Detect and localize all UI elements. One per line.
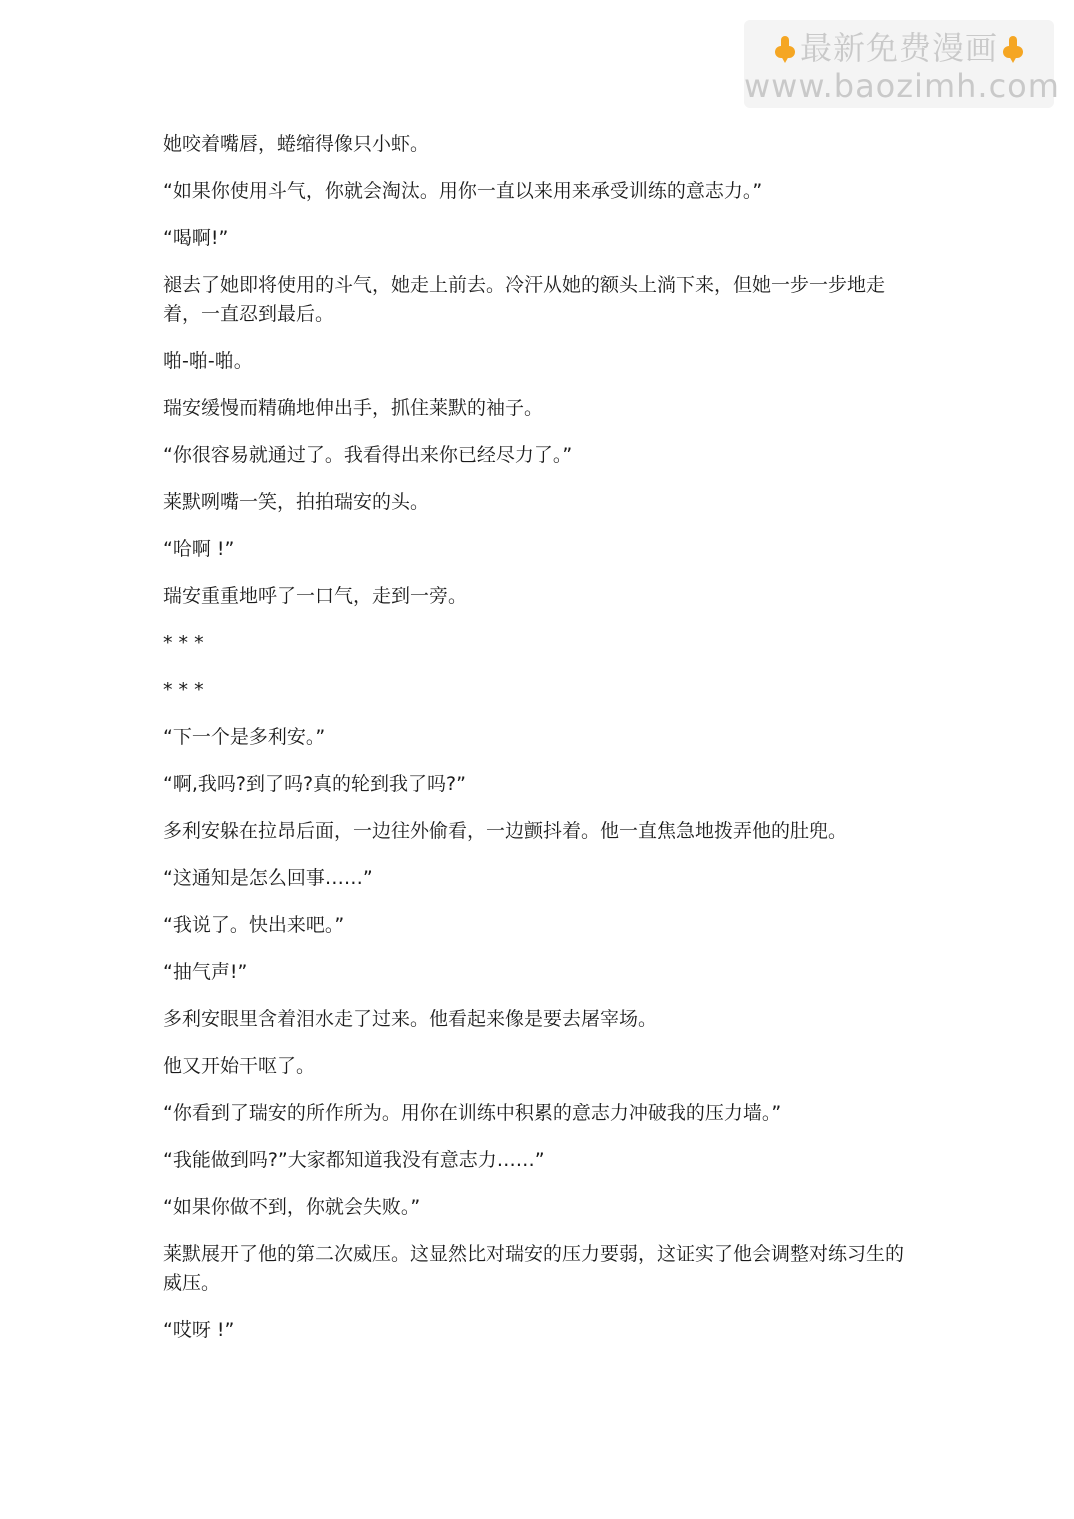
paragraph: 啪-啪-啪。 [163, 350, 253, 372]
paragraph: “如果你使用斗气，你就会淘汰。用你一直以来用来承受训练的意志力。” [163, 180, 763, 202]
paragraph: “这通知是怎么回事……” [163, 867, 373, 889]
pointing-down-hand-icon [998, 34, 1028, 64]
paragraph: 褪去了她即将使用的斗气，她走上前去。冷汗从她的额头上淌下来，但她一步一步地走着，一直忍到最后。 [163, 274, 886, 325]
paragraph: “我说了。快出来吧。” [163, 914, 345, 936]
paragraph: 瑞安重重地呼了一口气，走到一旁。 [163, 585, 468, 607]
watermark-banner [744, 20, 1060, 108]
paragraph: “抽气声!” [163, 961, 248, 983]
paragraph: “哈啊 !” [163, 538, 235, 560]
paragraph: 莱默咧嘴一笑，拍拍瑞安的头。 [163, 491, 430, 513]
paragraph: “下一个是多利安。” [163, 726, 326, 748]
story-text [163, 130, 915, 1363]
paragraph: 莱默展开了他的第二次威压。这显然比对瑞安的压力要弱，这证实了他会调整对练习生的威压。 [163, 1243, 905, 1294]
scene-break: * * * [163, 679, 204, 701]
paragraph: 瑞安缓慢而精确地伸出手，抓住莱默的袖子。 [163, 397, 544, 419]
watermark-url: www.baozimh.com [744, 67, 1060, 105]
paragraph: “我能做到吗?”大家都知道我没有意志力……” [163, 1149, 545, 1171]
paragraph: “啊,我吗?到了吗?真的轮到我了吗?” [163, 773, 466, 795]
paragraph: “你很容易就通过了。我看得出来你已经尽力了。” [163, 444, 573, 466]
paragraph: “哎呀 !” [163, 1319, 235, 1341]
watermark-title-row [744, 28, 1054, 68]
paragraph: 她咬着嘴唇，蜷缩得像只小虾。 [163, 133, 430, 155]
scene-break: * * * [163, 632, 204, 654]
paragraph: “喝啊!” [163, 227, 229, 249]
paragraph: “如果你做不到，你就会失败。” [163, 1196, 421, 1218]
paragraph: “你看到了瑞安的所作所为。用你在训练中积累的意志力冲破我的压力墙。” [163, 1102, 782, 1124]
pointing-down-hand-icon [770, 34, 800, 64]
paragraph: 他又开始干呕了。 [163, 1055, 316, 1077]
watermark-title: 最新免费漫画 [799, 29, 998, 67]
paragraph: 多利安眼里含着泪水走了过来。他看起来像是要去屠宰场。 [163, 1008, 658, 1030]
paragraph: 多利安躲在拉昂后面，一边往外偷看，一边颤抖着。他一直焦急地拨弄他的肚兜。 [163, 820, 848, 842]
